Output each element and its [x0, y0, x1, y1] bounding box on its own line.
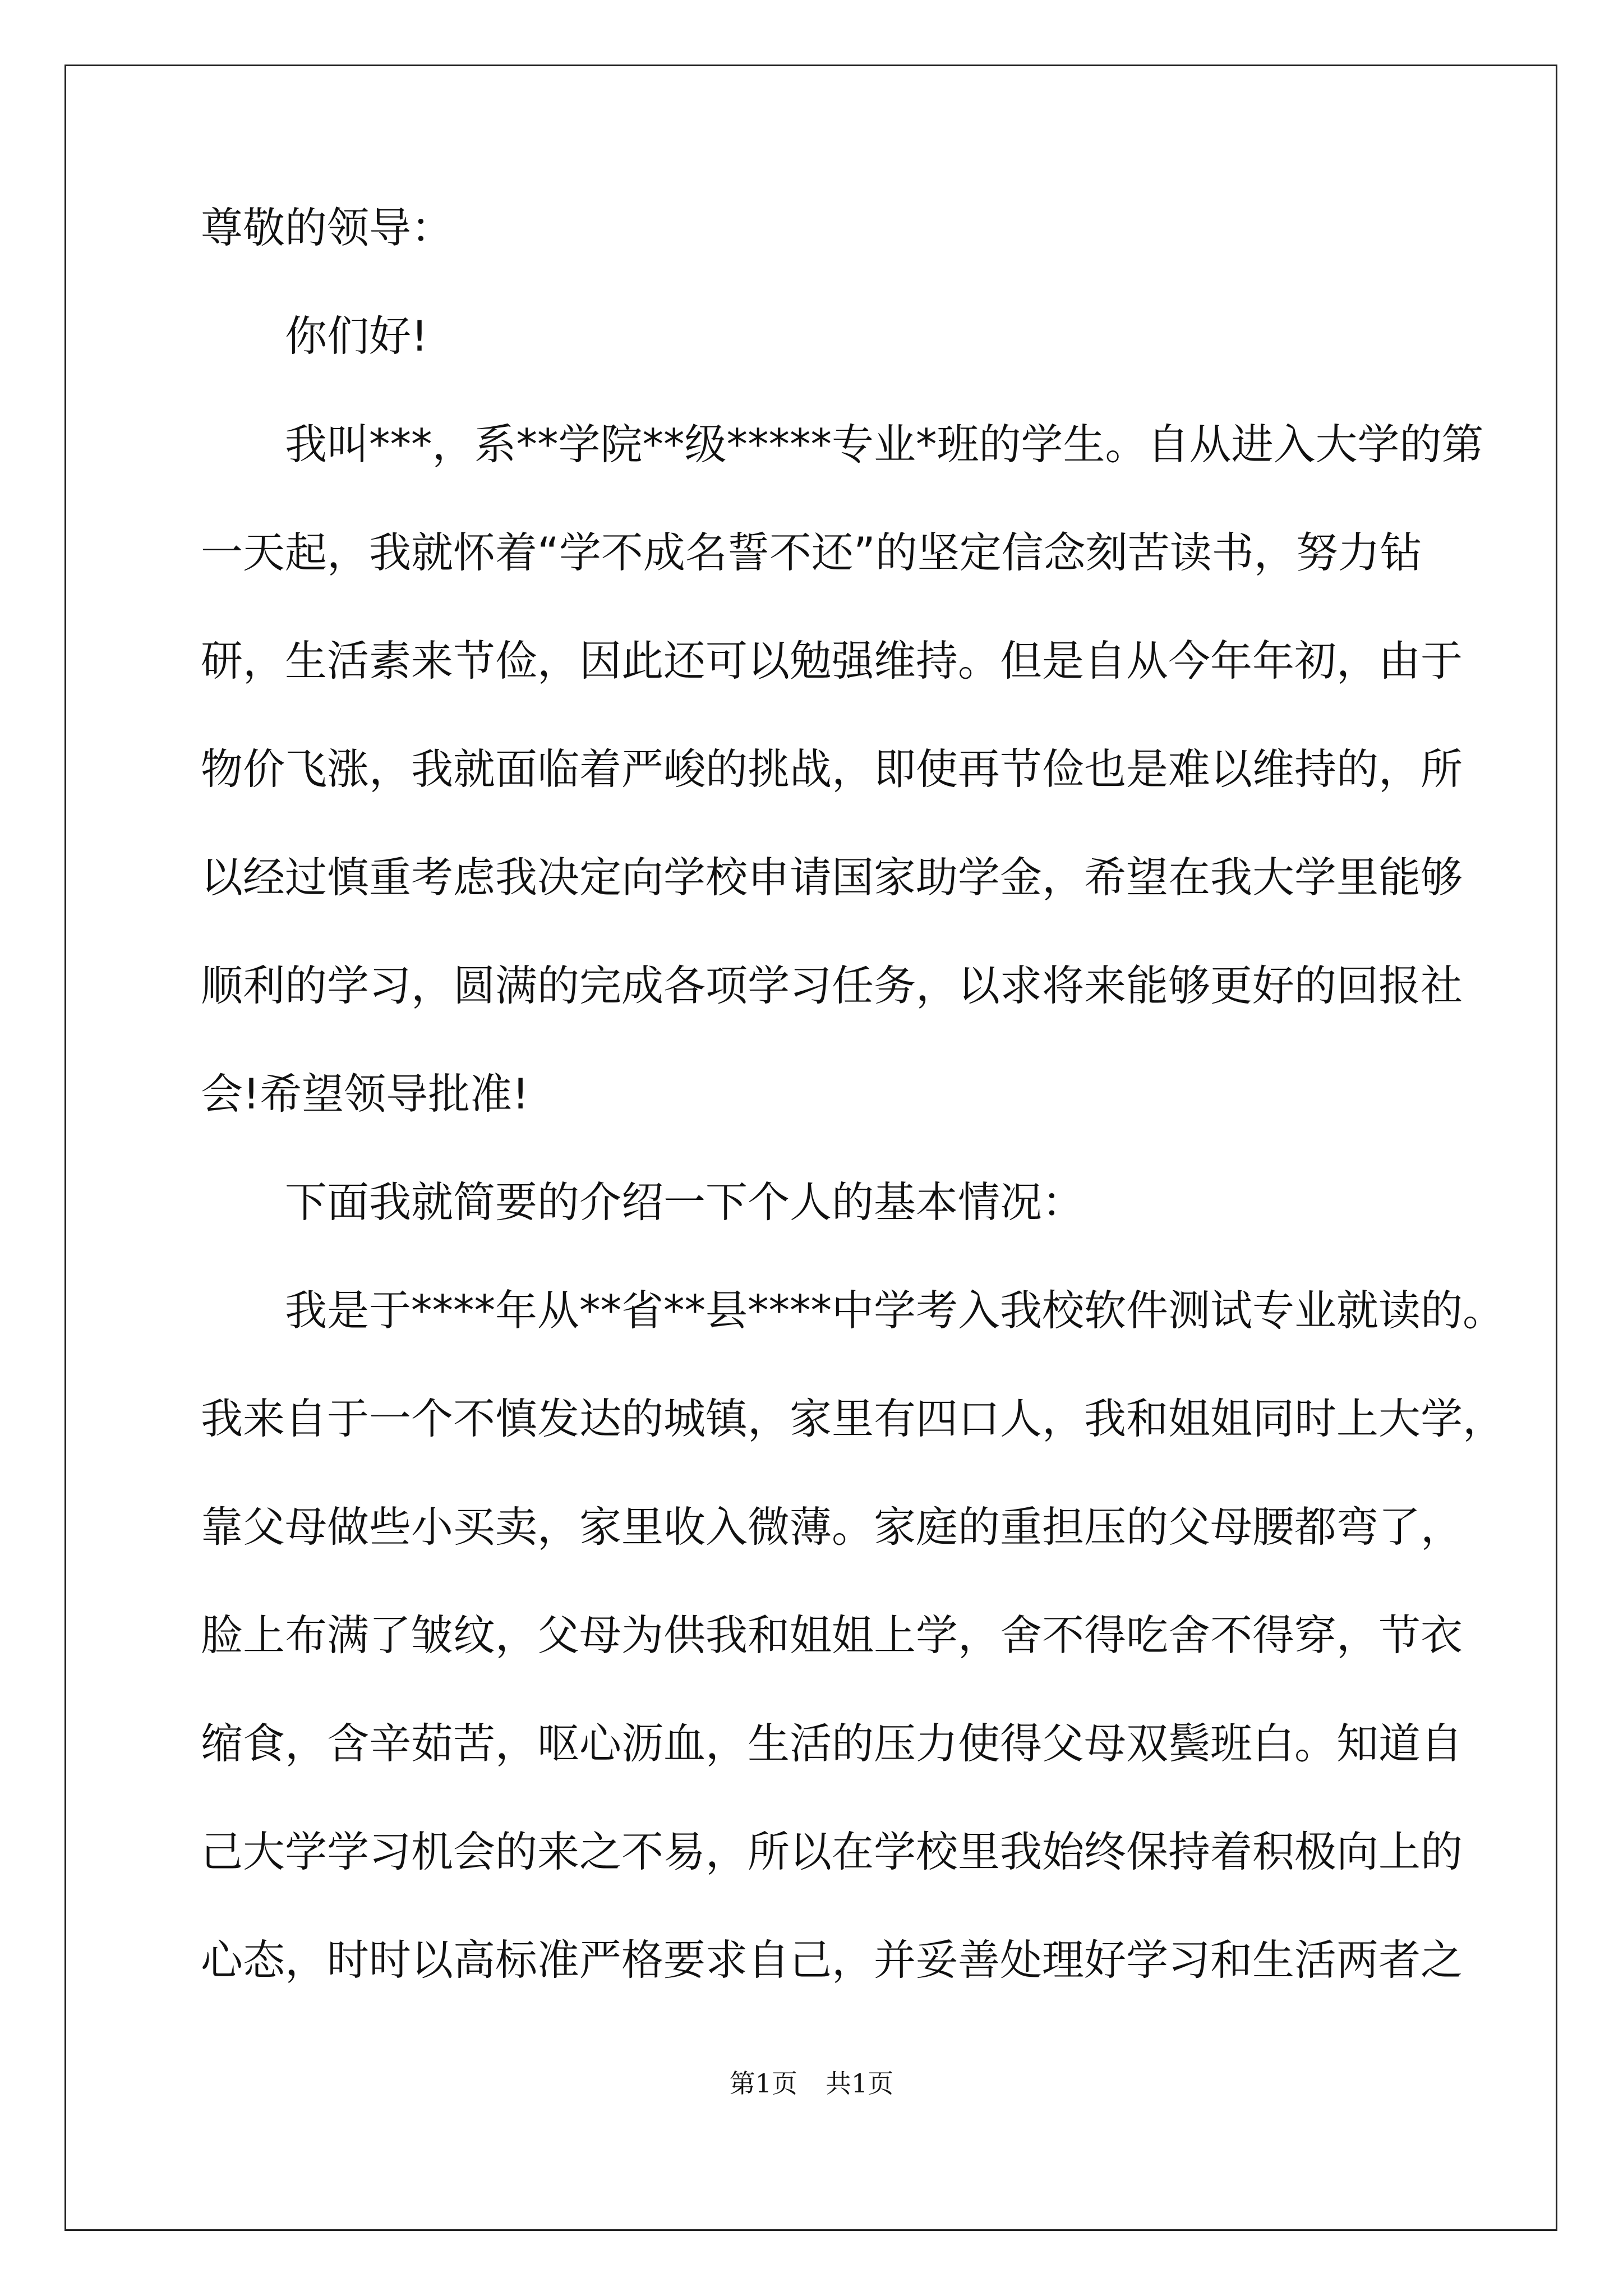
text-line: 一天起，我就怀着“学不成名誓不还”的坚定信念刻苦读书，努力钻: [201, 528, 1422, 577]
page-total: 共1页: [826, 2068, 894, 2099]
text-line: 研，生活素来节俭，因此还可以勉强维持。但是自从今年年初，由于: [201, 636, 1463, 685]
paragraph-lead: 下面我就简要的介绍一下个人的基本情况：: [285, 1177, 1085, 1227]
salutation: 尊敬的领导：: [201, 203, 454, 252]
text-line: 脸上布满了皱纹，父母为供我和姐姐上学，舍不得吃舍不得穿，节衣: [201, 1611, 1463, 1660]
greeting: 你们好!: [285, 311, 428, 361]
text-line: 物价飞涨，我就面临着严峻的挑战，即使再节俭也是难以维持的，所: [201, 744, 1463, 794]
text-line: 靠父母做些小买卖，家里收入微薄。家庭的重担压的父母腰都弯了，: [201, 1502, 1463, 1552]
text-line: 我是于****年从**省**县****中学考入我校软件测试专业就读的。: [285, 1286, 1505, 1335]
text-line: 己大学学习机会的来之不易，所以在学校里我始终保持着积极向上的: [201, 1827, 1463, 1876]
text-line: 顺利的学习，圆满的完成各项学习任务，以求将来能够更好的回报社: [201, 961, 1463, 1010]
text-line: 我叫***，系**学院**级*****专业*班的学生。自从进入大学的第: [285, 420, 1484, 469]
page-footer: [0, 2063, 1623, 2100]
text-line: 缩食，含辛茹苦，呕心沥血，生活的压力使得父母双鬓班白。知道自: [201, 1719, 1463, 1768]
letter-body: [201, 174, 1505, 2014]
text-line: 会!希望领导批准!: [201, 1069, 529, 1119]
paragraph-intro: [201, 390, 1484, 1148]
paragraph-background: [201, 1257, 1505, 2014]
text-line: 我来自于一个不慎发达的城镇，家里有四口人，我和姐姐同时上大学，: [201, 1394, 1505, 1443]
page-number: 第1页: [729, 2068, 797, 2099]
text-line: 以经过慎重考虑我决定向学校申请国家助学金，希望在我大学里能够: [201, 853, 1463, 902]
text-line: 心态，时时以高标准严格要求自己，并妥善处理好学习和生活两者之: [201, 1935, 1463, 1985]
